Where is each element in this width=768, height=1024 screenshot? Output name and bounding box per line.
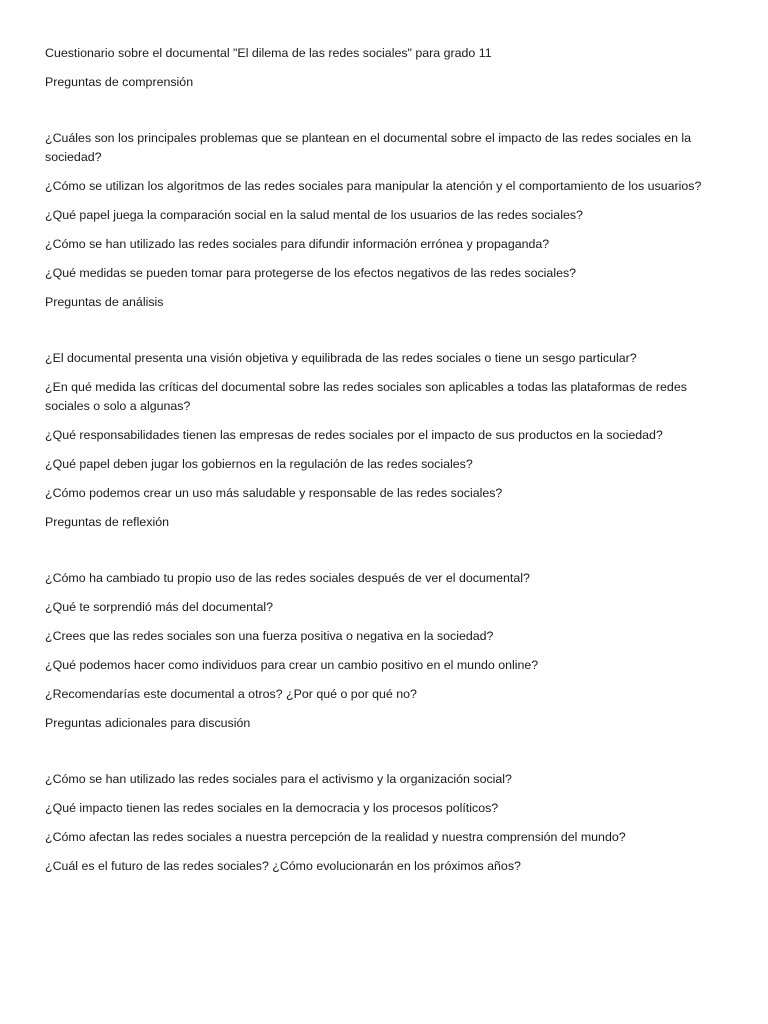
question-item: ¿Qué impacto tienen las redes sociales en la democracia y los procesos políticos? xyxy=(45,801,499,815)
question-item: ¿Qué responsabilidades tienen las empresas de redes sociales por el impacto de sus productos en la sociedad? xyxy=(45,428,663,442)
document-title: Cuestionario sobre el documental "El dilema de las redes sociales" para grado 11 xyxy=(45,46,492,60)
question-item: ¿Cómo se han utilizado las redes sociales para difundir información errónea y propaganda? xyxy=(45,237,550,251)
question-item: ¿Cómo ha cambiado tu propio uso de las redes sociales después de ver el documental? xyxy=(45,571,530,585)
question-item: ¿En qué medida las críticas del documental sobre las redes sociales son aplicables a todas las plataformas de redes sociales o solo a algunas? xyxy=(45,380,687,413)
section-heading-comprension: Preguntas de comprensión xyxy=(45,75,194,89)
question-item: ¿Qué medidas se pueden tomar para protegerse de los efectos negativos de las redes sociales? xyxy=(45,266,577,280)
question-item: ¿Qué papel juega la comparación social en la salud mental de los usuarios de las redes sociales? xyxy=(45,208,583,222)
question-item: ¿Qué te sorprendió más del documental? xyxy=(45,600,273,614)
question-item: ¿Cómo se han utilizado las redes sociales para el activismo y la organización social? xyxy=(45,772,512,786)
question-item: ¿Cómo se utilizan los algoritmos de las redes sociales para manipular la atención y el comportamiento de los usuarios? xyxy=(45,179,702,193)
section-heading-analisis: Preguntas de análisis xyxy=(45,295,164,309)
section-heading-reflexion: Preguntas de reflexión xyxy=(45,515,169,529)
section-heading-discusion: Preguntas adicionales para discusión xyxy=(45,716,251,730)
question-item: ¿Cómo afectan las redes sociales a nuestra percepción de la realidad y nuestra comprensión del mundo? xyxy=(45,830,626,844)
question-item: ¿Recomendarías este documental a otros? ¿Por qué o por qué no? xyxy=(45,687,417,701)
question-item: ¿Qué papel deben jugar los gobiernos en la regulación de las redes sociales? xyxy=(45,457,473,471)
question-item: ¿Qué podemos hacer como individuos para crear un cambio positivo en el mundo online? xyxy=(45,658,539,672)
question-item: ¿El documental presenta una visión objetiva y equilibrada de las redes sociales o tiene un sesgo particular? xyxy=(45,351,637,365)
question-item: ¿Cuál es el futuro de las redes sociales? ¿Cómo evolucionarán en los próximos años? xyxy=(45,859,521,873)
question-item: ¿Crees que las redes sociales son una fuerza positiva o negativa en la sociedad? xyxy=(45,629,494,643)
question-item: ¿Cuáles son los principales problemas que se plantean en el documental sobre el impacto de las redes sociales en la sociedad? xyxy=(45,131,692,164)
question-item: ¿Cómo podemos crear un uso más saludable y responsable de las redes sociales? xyxy=(45,486,503,500)
document-page xyxy=(45,44,725,886)
